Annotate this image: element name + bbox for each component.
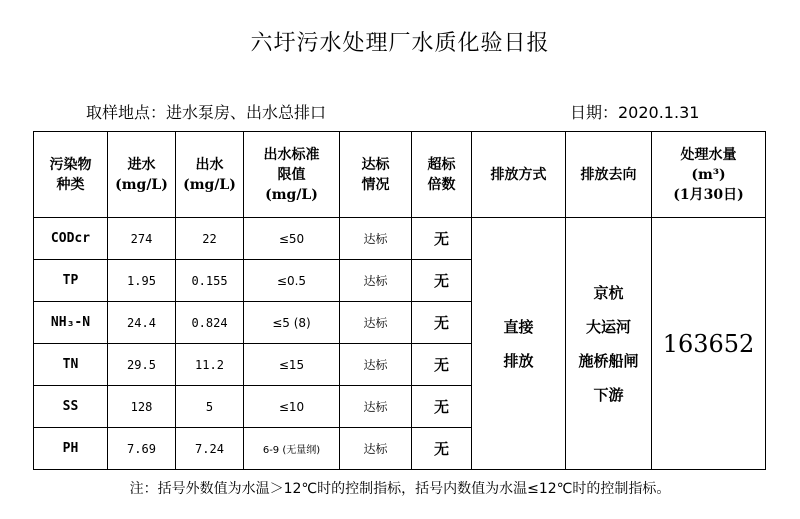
header-discharge-to: 排放去向 [566, 132, 652, 218]
param-cell: PH [34, 428, 108, 470]
header-volume: 处理水量 (m³) (1月30日) [652, 132, 766, 218]
outflow-cell: 7.24 [176, 428, 244, 470]
outflow-cell: 0.824 [176, 302, 244, 344]
report-title: 六圩污水处理厂水质化验日报 [250, 31, 550, 56]
exceed-cell: 无 [412, 218, 472, 260]
outflow-cell: 0.155 [176, 260, 244, 302]
standard-cell: 6-9 (无量纲) [244, 428, 340, 470]
status-cell: 达标 [340, 218, 412, 260]
status-cell: 达标 [340, 344, 412, 386]
param-cell: CODcr [34, 218, 108, 260]
water-quality-table [33, 131, 766, 470]
exceed-cell: 无 [412, 386, 472, 428]
param-cell: SS [34, 386, 108, 428]
outflow-cell: 5 [176, 386, 244, 428]
status-cell: 达标 [340, 386, 412, 428]
header-inflow: 进水 (mg/L) [108, 132, 176, 218]
exceed-cell: 无 [412, 344, 472, 386]
inflow-cell: 1.95 [108, 260, 176, 302]
standard-cell: ≤15 [244, 344, 340, 386]
sample-location: 取样地点：进水泵房、出水总排口 [86, 103, 327, 122]
inflow-cell: 7.69 [108, 428, 176, 470]
standard-cell: ≤0.5 [244, 260, 340, 302]
inflow-cell: 29.5 [108, 344, 176, 386]
header-standard: 出水标准 限值 (mg/L) [244, 132, 340, 218]
param-cell: TN [34, 344, 108, 386]
standard-cell: ≤5 (8) [244, 302, 340, 344]
inflow-cell: 274 [108, 218, 176, 260]
header-compliance: 达标 情况 [340, 132, 412, 218]
volume-cell: 163652 [652, 218, 766, 470]
table-row [34, 218, 766, 260]
standard-cell: ≤50 [244, 218, 340, 260]
discharge-method-cell: 直接 排放 [472, 218, 566, 470]
param-cell: NH₃-N [34, 302, 108, 344]
header-exceed: 超标 倍数 [412, 132, 472, 218]
status-cell: 达标 [340, 302, 412, 344]
exceed-cell: 无 [412, 428, 472, 470]
standard-cell: ≤10 [244, 386, 340, 428]
footnote: 注：括号外数值为水温＞12℃时的控制指标，括号内数值为水温≤12℃时的控制指标。 [129, 481, 671, 497]
header-outflow: 出水 (mg/L) [176, 132, 244, 218]
header-pollutant: 污染物 种类 [34, 132, 108, 218]
inflow-cell: 128 [108, 386, 176, 428]
report-date: 日期：2020.1.31 [570, 103, 700, 122]
outflow-cell: 22 [176, 218, 244, 260]
exceed-cell: 无 [412, 302, 472, 344]
discharge-to-cell: 京杭 大运河 施桥船闸 下游 [566, 218, 652, 470]
param-cell: TP [34, 260, 108, 302]
outflow-cell: 11.2 [176, 344, 244, 386]
exceed-cell: 无 [412, 260, 472, 302]
inflow-cell: 24.4 [108, 302, 176, 344]
status-cell: 达标 [340, 428, 412, 470]
header-row [34, 132, 766, 218]
status-cell: 达标 [340, 260, 412, 302]
header-discharge-method: 排放方式 [472, 132, 566, 218]
